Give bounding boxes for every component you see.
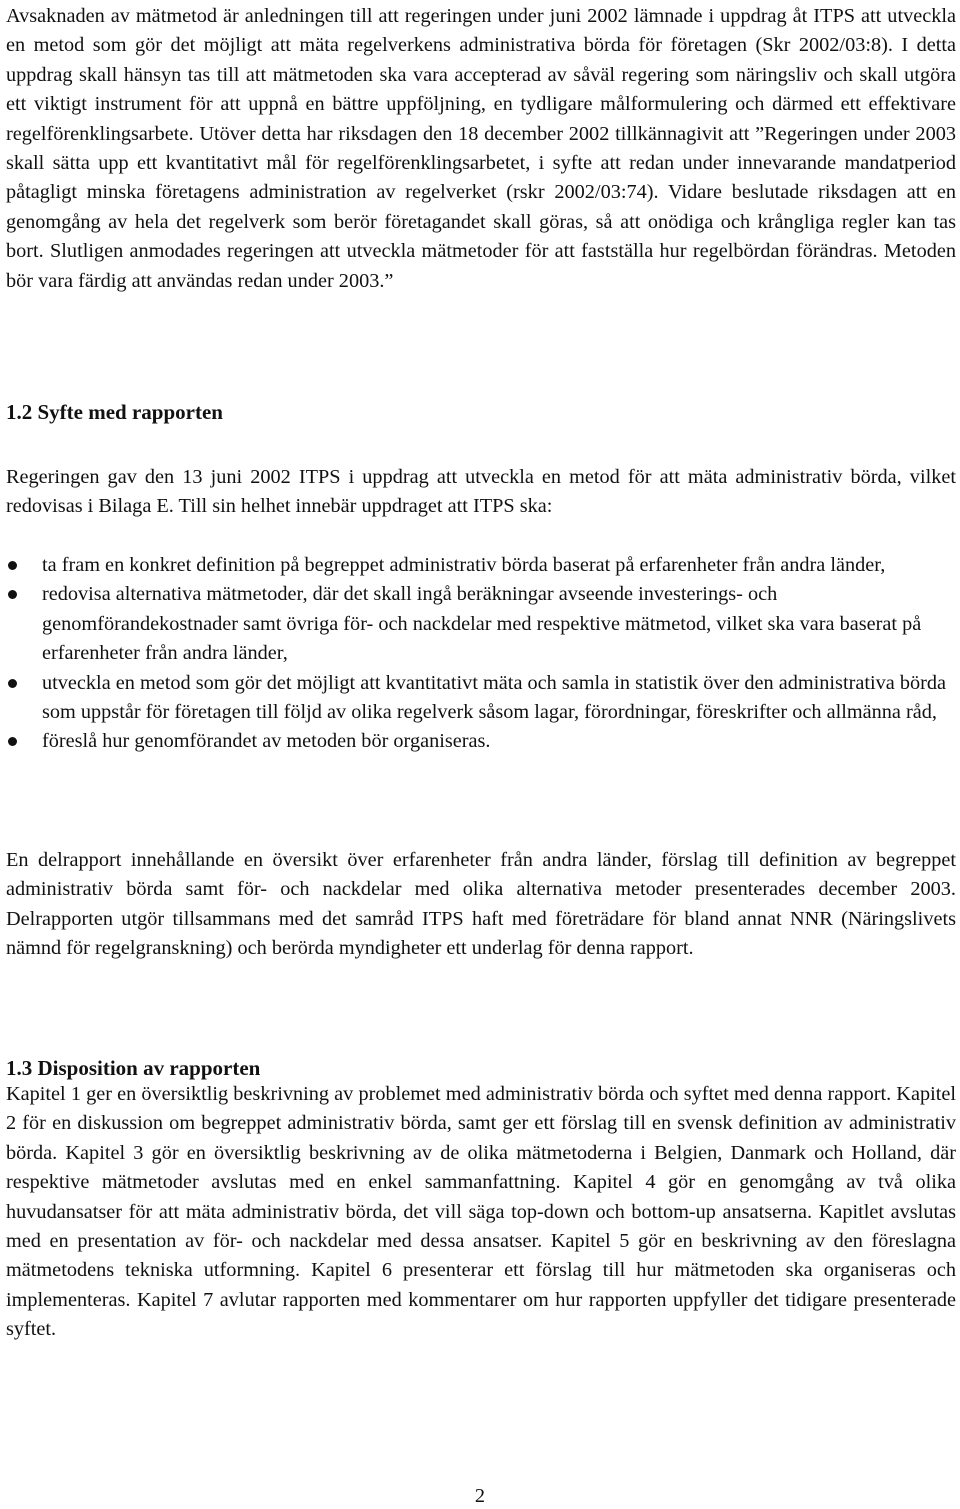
bullet-text: ta fram en konkret definition på begreppet administrativ börda baserat på erfarenheter från andra länder, bbox=[42, 554, 886, 576]
assignment-bullet-list bbox=[6, 551, 956, 757]
bullet-icon bbox=[8, 679, 17, 688]
bullet-text: redovisa alternativa mätmetoder, där det skall ingå beräkningar avseende investerings- och genomförandekostnader samt övriga för- och nackdelar med respektive mätmetod, vilket ska vara baserat på erfarenheter från andra länder, bbox=[42, 583, 922, 665]
section-heading-syfte: 1.2 Syfte med rapporten bbox=[6, 400, 223, 424]
page-number: 2 bbox=[474, 1485, 486, 1507]
intro-paragraph: Avsaknaden av mätmetod är anledningen till att regeringen under juni 2002 lämnade i uppdrag åt ITPS att utveckla en metod som gör det möjligt att mäta regelverkens administrativa börda för företagen (Skr 2002/03:8). I detta uppdrag skall hänsyn tas till att mätmetoden ska vara accepterad av såväl regering som näringsliv och skall utgöra ett viktigt instrument för att uppnå en bättre uppföljning, en tydligare målformulering och därmed ett effektivare regelförenklingsarbete. Utöver detta har riksdagen den 18 december 2002 tillkännagivit att ”Regeringen under 2003 skall sätta upp ett kvantitativt mål för regelförenklingsarbetet, i syfte att redan under innevarande mandatperiod påtagligt minska företagens administration av regelverket (rskr 2002/03:74). Vidare beslutade riksdagen att en genomgång av hela det regelverk som berör företagandet skall göras, så att onödiga och krångliga regler kan tas bort. Slutligen anmodades regeringen att utveckla mätmetoder för att fastställa hur regelbördan förändras. Metoden bör vara färdig att användas redan under 2003.” bbox=[6, 5, 956, 292]
bullet-item bbox=[6, 580, 956, 668]
section-heading-disposition: 1.3 Disposition av rapporten bbox=[6, 1056, 261, 1080]
bullet-text: utveckla en metod som gör det möjligt att kvantitativt mäta och samla in statistik över den administrativa börda som uppstår för företagen till följd av olika regelverk såsom lagar, förordningar, föreskrifter och allmänna råd, bbox=[42, 671, 946, 724]
bullet-icon bbox=[8, 561, 17, 570]
bullet-text: föreslå hur genomförandet av metoden bör organiseras. bbox=[42, 730, 491, 753]
bullet-item bbox=[6, 669, 956, 728]
bullet-icon bbox=[8, 590, 17, 599]
bullet-item bbox=[6, 551, 956, 580]
bullet-icon bbox=[8, 737, 17, 746]
delrapport-paragraph: En delrapport innehållande en översikt över erfarenheter från andra länder, förslag till definition av begreppet administrativ börda samt för- och nackdelar med olika alternativa metoder presenterades december 2003. Delrapporten utgör tillsammans med det samråd ITPS haft med företrädare för bland annat NNR (Näringslivets nämnd för regelgranskning) och berörda myndigheter ett underlag för denna rapport. bbox=[6, 849, 956, 960]
disposition-paragraph: Kapitel 1 ger en översiktlig beskrivning av problemet med administrativ börda och syftet med denna rapport. Kapitel 2 för en diskussion om begreppet administrativ börda, samt ger ett förslag till en svensk definition av administrativ börda. Kapitel 3 gör en översiktlig beskrivning av de olika mätmetoderna i Belgien, Danmark och Holland, där respektive mätmetoder avslutas med en enkel sammanfattning. Kapitel 4 gör en genomgång av två olika huvudansatser för att mäta administrativ börda, det vill säga top-down och bottom-up ansatserna. Kapitlet avslutas med en presentation av för- och nackdelar med dessa ansatser. Kapitel 5 gör en beskrivning av den föreslagna mätmetodens tekniska utformning. Kapitel 6 presenterar ett förslag till hur mätmetoden ska organiseras och implementeras. Kapitel 7 avlutar rapporten med kommentarer om hur rapporten uppfyller det tidigare presenterade syftet. bbox=[6, 1083, 956, 1341]
syfte-paragraph: Regeringen gav den 13 juni 2002 ITPS i uppdrag att utveckla en metod för att mäta administrativ börda, vilket redovisas i Bilaga E. Till sin helhet innebär uppdraget att ITPS ska: bbox=[6, 466, 956, 518]
bullet-item bbox=[6, 727, 956, 756]
